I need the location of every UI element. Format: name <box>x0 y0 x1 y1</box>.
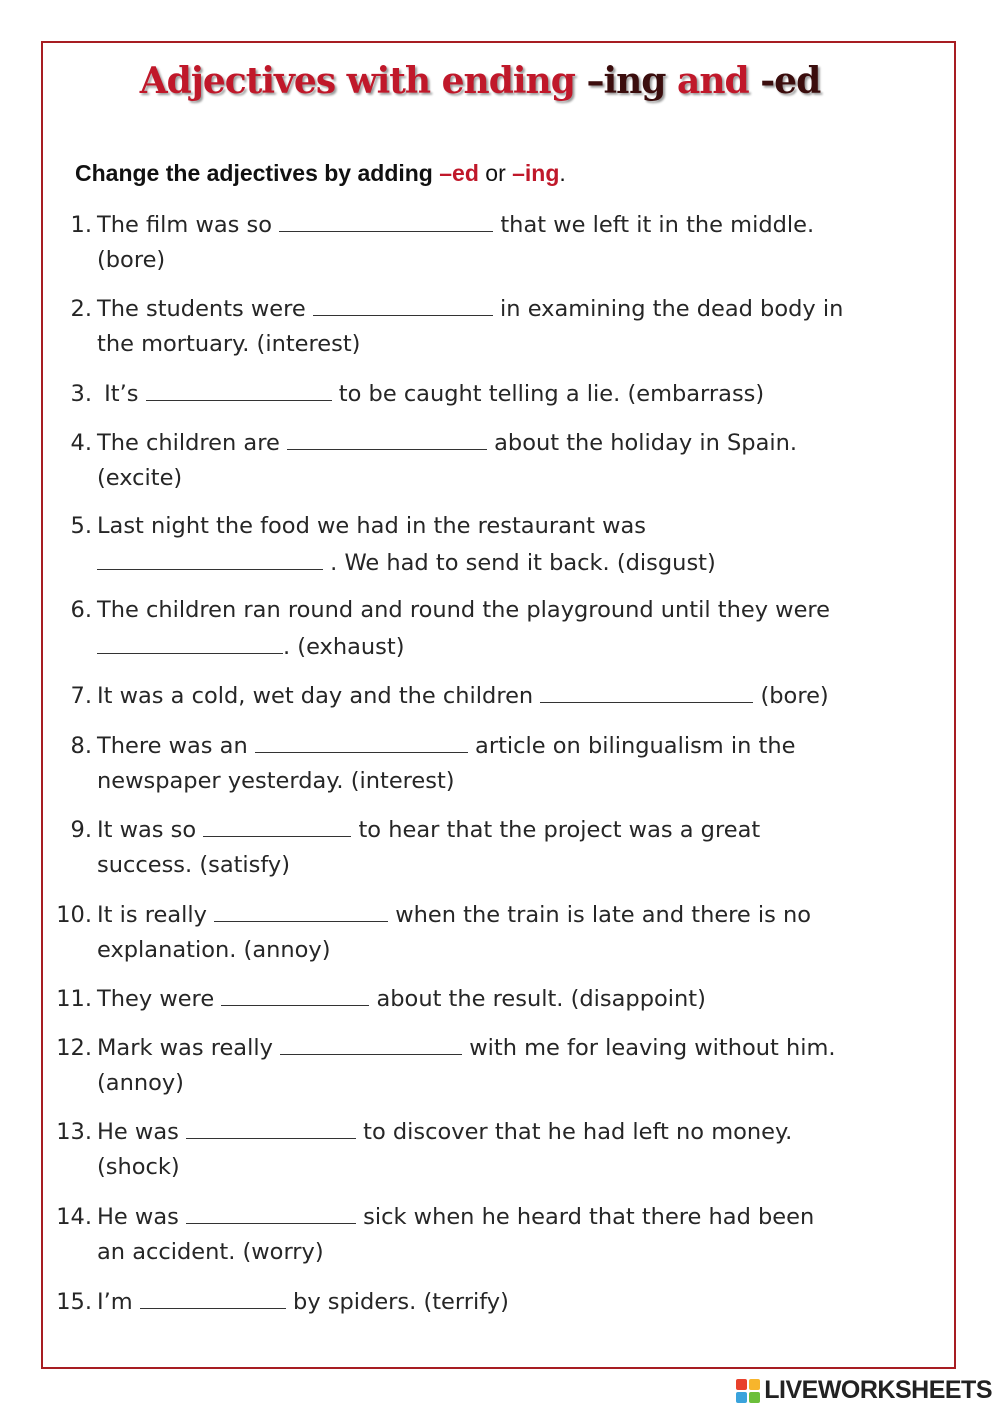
answer-blank[interactable] <box>540 677 753 703</box>
question-5 <box>0 509 950 581</box>
page-title <box>0 60 960 102</box>
question-text: to discover that he had left no money. <box>363 1119 793 1145</box>
question-number: 6. <box>70 597 92 623</box>
question-number: 9. <box>70 817 92 843</box>
question-number: 12. <box>56 1035 92 1061</box>
question-text: It was so <box>97 817 197 843</box>
answer-blank[interactable] <box>287 424 487 450</box>
answer-blank[interactable] <box>186 1198 356 1224</box>
question-text: It’s <box>97 381 139 407</box>
instruction <box>75 160 566 187</box>
question-8 <box>0 727 950 799</box>
answer-blank[interactable] <box>313 290 493 316</box>
question-text: He was <box>97 1119 179 1145</box>
question-number: 10. <box>56 902 92 928</box>
question-text: There was an <box>97 733 248 759</box>
question-text: Mark was really <box>97 1035 281 1061</box>
question-14 <box>0 1198 950 1270</box>
question-text: He was <box>97 1204 179 1230</box>
question-text: (shock) <box>97 1154 180 1180</box>
logo-grid-icon <box>736 1379 760 1403</box>
answer-blank[interactable] <box>255 727 468 753</box>
question-text: in examining the dead body in <box>500 296 844 322</box>
question-text: The film was so <box>97 212 273 238</box>
question-9 <box>0 811 950 883</box>
question-text: The students were <box>97 296 306 322</box>
question-text: They were <box>97 986 215 1012</box>
question-number: 1. <box>70 212 92 238</box>
question-15 <box>0 1283 950 1320</box>
question-text: success. (satisfy) <box>97 852 291 878</box>
question-6 <box>0 593 950 665</box>
title-part-3: and <box>665 60 761 102</box>
question-text: an accident. (worry) <box>97 1239 324 1265</box>
question-number: 3. <box>70 381 92 407</box>
logo-text: LIVEWORKSHEETS <box>764 1376 992 1404</box>
question-13 <box>0 1113 950 1185</box>
answer-blank[interactable] <box>186 1113 356 1139</box>
question-text: the mortuary. (interest) <box>97 331 361 357</box>
answer-blank[interactable] <box>146 375 332 401</box>
question-text: (bore) <box>97 247 166 273</box>
question-number: 4. <box>70 430 92 456</box>
question-2 <box>0 290 950 362</box>
answer-blank[interactable] <box>203 811 351 837</box>
question-text: (annoy) <box>97 1070 184 1096</box>
question-10 <box>0 896 950 968</box>
logo-square-1 <box>736 1379 747 1390</box>
question-7 <box>0 677 950 714</box>
question-text: about the holiday in Spain. <box>494 430 798 456</box>
question-3 <box>0 375 950 412</box>
question-text: It is really <box>97 902 207 928</box>
question-text: to hear that the project was a great <box>358 817 761 843</box>
question-text: when the train is late and there is no <box>395 902 812 928</box>
question-text: newspaper yesterday. (interest) <box>97 768 455 794</box>
question-text: The children ran round and round the playground until they were <box>97 597 831 623</box>
title-part-1: Adjectives with ending <box>139 60 587 102</box>
answer-blank[interactable] <box>279 206 493 232</box>
liveworksheets-logo <box>736 1376 992 1405</box>
question-text: that we left it in the middle. <box>500 212 815 238</box>
question-4 <box>0 424 950 496</box>
title-part-4: -ed <box>760 60 821 102</box>
question-number: 5. <box>70 513 92 539</box>
question-text: by spiders. (terrify) <box>293 1289 509 1315</box>
logo-square-4 <box>749 1392 760 1403</box>
answer-blank[interactable] <box>140 1283 286 1309</box>
title-part-2: –ing <box>586 60 666 102</box>
question-number: 15. <box>56 1289 92 1315</box>
question-text: . (exhaust) <box>283 634 405 660</box>
answer-blank[interactable] <box>97 544 323 570</box>
question-text: The children are <box>97 430 280 456</box>
question-11 <box>0 980 950 1017</box>
logo-square-3 <box>736 1392 747 1403</box>
question-number: 8. <box>70 733 92 759</box>
question-text: (excite) <box>97 465 183 491</box>
question-text: It was a cold, wet day and the children <box>97 683 534 709</box>
answer-blank[interactable] <box>214 896 388 922</box>
question-number: 14. <box>56 1204 92 1230</box>
question-text: sick when he heard that there had been <box>363 1204 815 1230</box>
instruction-or: or <box>478 160 513 186</box>
question-number: 7. <box>70 683 92 709</box>
answer-blank[interactable] <box>221 980 369 1006</box>
question-text: article on bilingualism in the <box>475 733 796 759</box>
instruction-ing: –ing <box>512 160 560 186</box>
question-number: 11. <box>56 986 92 1012</box>
question-number: 2. <box>70 296 92 322</box>
answer-blank[interactable] <box>280 1029 462 1055</box>
answer-blank[interactable] <box>97 628 283 654</box>
question-text: about the result. (disappoint) <box>376 986 706 1012</box>
question-12 <box>0 1029 950 1101</box>
instruction-end: . <box>559 160 566 186</box>
question-1 <box>0 206 950 278</box>
question-text: with me for leaving without him. <box>469 1035 836 1061</box>
question-text: explanation. (annoy) <box>97 937 331 963</box>
instruction-text: Change the adjectives by adding <box>75 160 440 186</box>
question-text: (bore) <box>760 683 829 709</box>
question-text: to be caught telling a lie. (embarrass) <box>338 381 765 407</box>
question-text: Last night the food we had in the restaurant was <box>97 513 647 539</box>
instruction-ed: –ed <box>439 160 479 186</box>
question-text: I’m <box>97 1289 133 1315</box>
logo-square-2 <box>749 1379 760 1390</box>
question-number: 13. <box>56 1119 92 1145</box>
question-text: . We had to send it back. (disgust) <box>330 550 716 576</box>
